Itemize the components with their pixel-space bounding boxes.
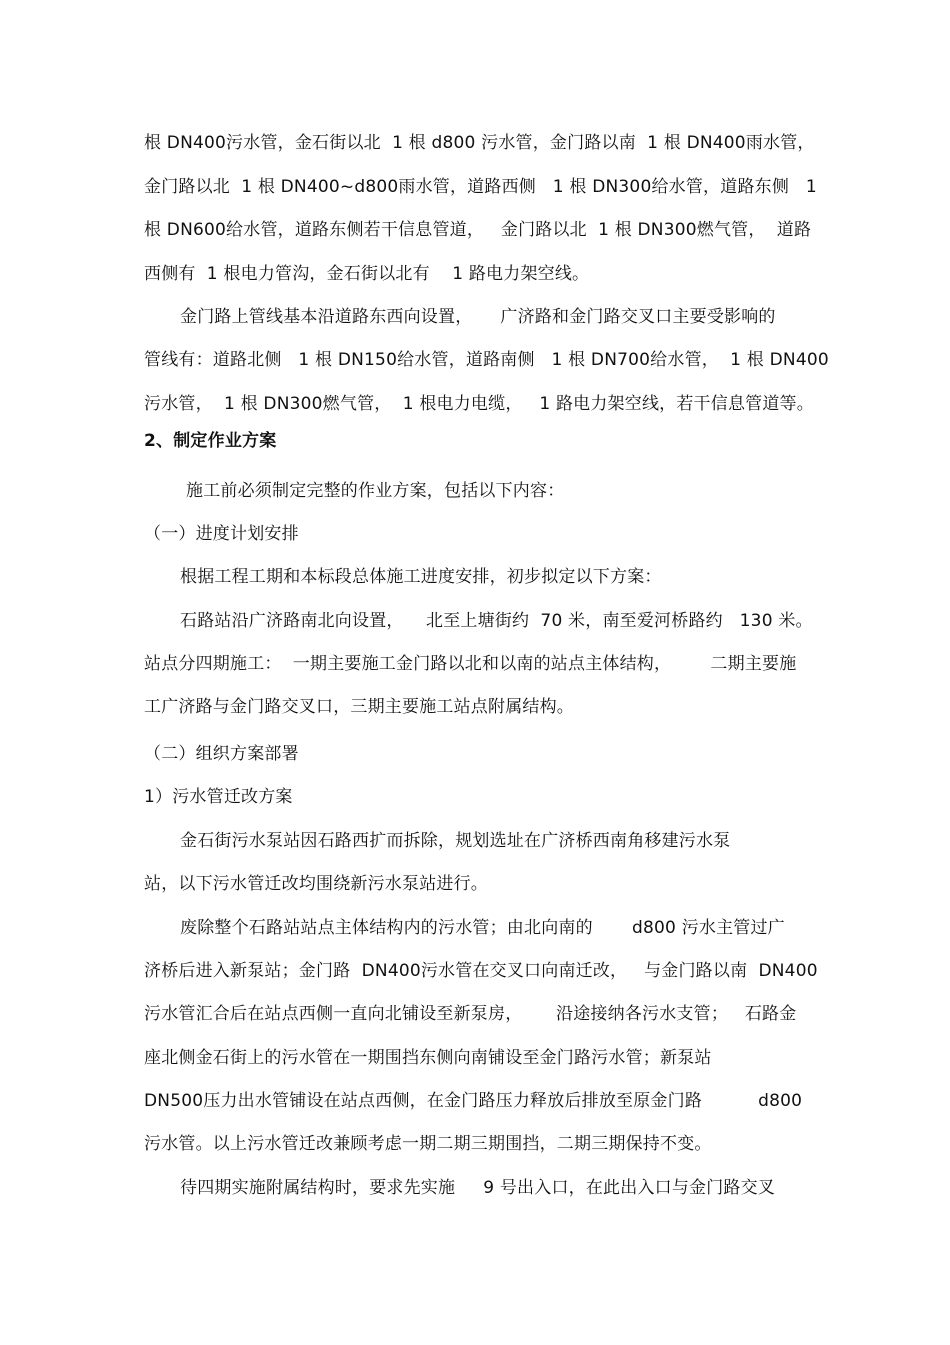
body-text-line: 污水管， 1 根 DN300燃气管， 1 根电力电缆， 1 路电力架空线，若干信息管道等。 xyxy=(144,394,814,414)
body-text-line: 根 DN400污水管，金石街以北 1 根 d800 污水管，金门路以南 1 根 DN400雨水管， xyxy=(144,133,815,153)
paragraph-first-line: 废除整个石路站站点主体结构内的污水管；由北向南的 d800 污水主管过广 xyxy=(180,918,785,938)
body-text-line: 西侧有 1 根电力管沟，金石街以北有 1 路电力架空线。 xyxy=(144,264,590,284)
body-text-line: 根 DN600给水管，道路东侧若干信息管道， 金门路以北 1 根 DN300燃气管， 道路 xyxy=(144,220,812,240)
body-text-line: DN500压力出水管铺设在站点西侧，在金门路压力释放后排放至原金门路 d800 xyxy=(144,1091,803,1111)
body-text-line: 站，以下污水管迁改均围绕新污水泵站进行。 xyxy=(144,874,488,894)
subsection-heading: （二）组织方案部署 xyxy=(144,744,299,764)
body-text-line: 工广济路与金门路交叉口，三期主要施工站点附属结构。 xyxy=(144,697,574,717)
body-text-line: 管线有：道路北侧 1 根 DN150给水管，道路南侧 1 根 DN700给水管， 1 根 DN400 xyxy=(144,350,829,370)
section-heading: 2、制定作业方案 xyxy=(144,431,277,451)
item-heading: 1）污水管迁改方案 xyxy=(144,787,293,807)
paragraph-first-line: 金石街污水泵站因石路西扩而拆除，规划选址在广济桥西南角移建污水泵 xyxy=(180,831,731,851)
body-text-line: 座北侧金石街上的污水管在一期围挡东侧向南铺设至金门路污水管；新泵站 xyxy=(144,1048,712,1068)
paragraph-first-line: 石路站沿广济路南北向设置， 北至上塘街约 70 米，南至爱河桥路约 130 米。 xyxy=(180,611,813,631)
paragraph-first-line: 待四期实施附属结构时，要求先实施 9 号出入口，在此出入口与金门路交叉 xyxy=(180,1178,776,1198)
paragraph-first-line: 金门路上管线基本沿道路东西向设置， 广济路和金门路交叉口主要受影响的 xyxy=(180,307,776,327)
subsection-heading: （一）进度计划安排 xyxy=(144,524,299,544)
body-text-line: 济桥后进入新泵站；金门路 DN400污水管在交叉口向南迁改， 与金门路以南 DN400 xyxy=(144,961,818,981)
body-text-line: 污水管汇合后在站点西侧一直向北铺设至新泵房， 沿途接纳各污水支管； 石路金 xyxy=(144,1004,797,1024)
body-text-line: 污水管。以上污水管迁改兼顾考虑一期二期三期围挡，二期三期保持不变。 xyxy=(144,1134,712,1154)
paragraph-first-line: 根据工程工期和本标段总体施工进度安排，初步拟定以下方案： xyxy=(180,567,662,587)
body-text-line: 金门路以北 1 根 DN400~d800雨水管，道路西侧 1 根 DN300给水管，道路东侧 1 xyxy=(144,177,817,197)
body-text-line: 站点分四期施工： 一期主要施工金门路以北和以南的站点主体结构， 二期主要施 xyxy=(144,654,797,674)
paragraph-first-line: 施工前必须制定完整的作业方案，包括以下内容： xyxy=(186,481,565,501)
